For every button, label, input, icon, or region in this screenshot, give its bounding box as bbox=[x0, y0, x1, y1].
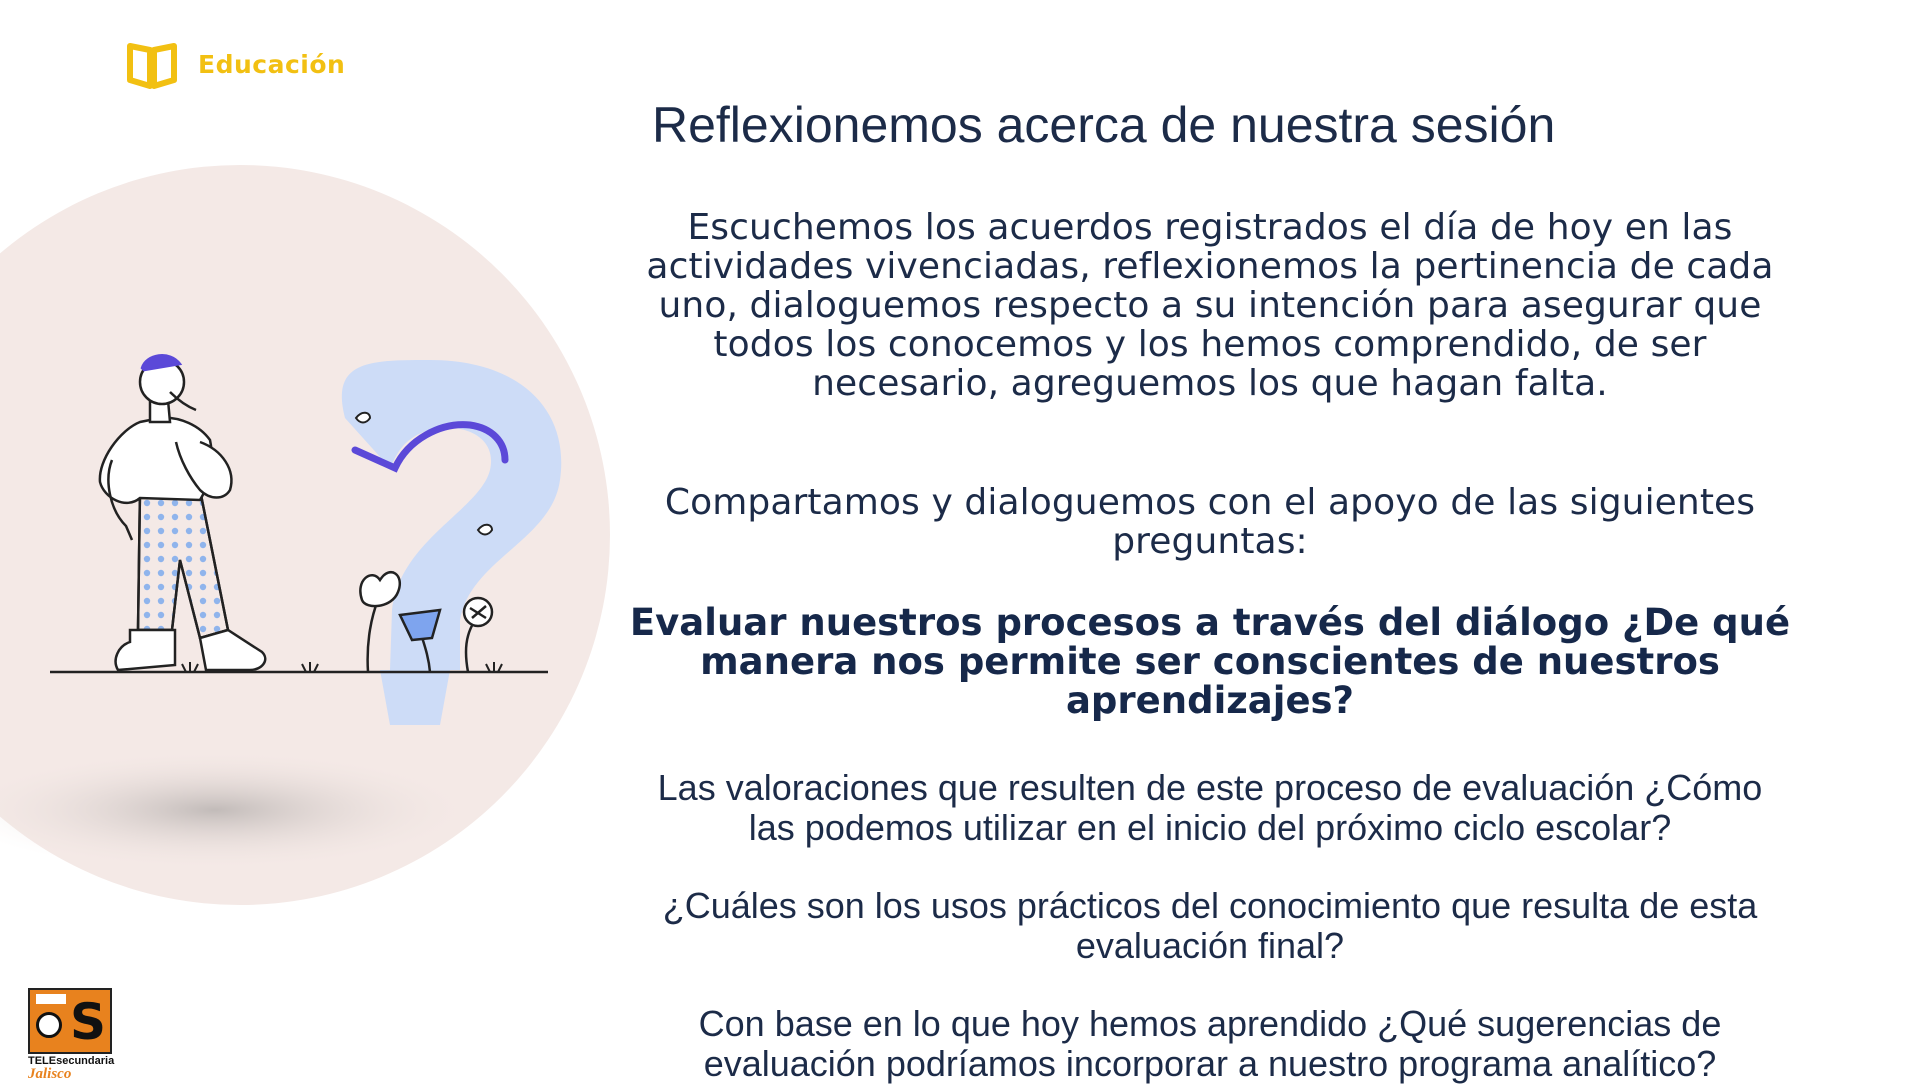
key-question-line: manera nos permite ser conscientes de nuestros bbox=[700, 640, 1720, 683]
intro-line: actividades vivenciadas, reflexionemos la pertinencia de cada bbox=[646, 246, 1774, 287]
key-question-line: Evaluar nuestros procesos a través del diálogo ¿De qué bbox=[629, 601, 1791, 644]
question-line: ¿Cuáles son los usos prácticos del conocimiento que resulta de esta bbox=[662, 885, 1758, 926]
gear-icon bbox=[36, 1012, 62, 1038]
question-1 bbox=[600, 768, 1820, 848]
telesecundaria-jalisco-logo bbox=[28, 988, 118, 1080]
slide-content bbox=[600, 208, 1820, 1084]
prompt-line: preguntas: bbox=[1112, 521, 1308, 562]
brand-label: Educación bbox=[198, 49, 346, 79]
book-icon bbox=[124, 36, 180, 92]
logo-line-1: TELEsecundaria bbox=[28, 1055, 115, 1067]
intro-line: Escuchemos los acuerdos registrados el día de hoy en las bbox=[687, 207, 1733, 248]
question-3 bbox=[600, 1004, 1820, 1084]
question-line: las podemos utilizar en el inicio del próximo ciclo escolar? bbox=[748, 807, 1672, 848]
key-question bbox=[600, 603, 1820, 720]
intro-paragraph bbox=[600, 208, 1820, 403]
prompt-paragraph bbox=[600, 483, 1820, 561]
slide-title: Reflexionemos acerca de nuestra sesión bbox=[652, 97, 1556, 153]
logo-emblem bbox=[28, 988, 112, 1054]
question-line: evaluación podríamos incorporar a nuestro programa analítico? bbox=[703, 1043, 1717, 1084]
logo-letters: S bbox=[69, 993, 106, 1051]
intro-line: todos los conocemos y los hemos comprendido, de ser bbox=[713, 324, 1707, 365]
prompt-line: Compartamos y dialoguemos con el apoyo de las siguientes bbox=[664, 482, 1756, 523]
key-question-line: aprendizajes? bbox=[1065, 679, 1355, 722]
intro-line: necesario, agreguemos los que hagan falta. bbox=[812, 363, 1608, 404]
intro-line: uno, dialoguemos respecto a su intención para asegurar que bbox=[658, 285, 1762, 326]
brand-header bbox=[124, 36, 345, 92]
thinking-person-illustration bbox=[0, 160, 640, 920]
logo-line-2: Jalisco bbox=[28, 1066, 72, 1082]
question-2 bbox=[600, 886, 1820, 966]
question-line: Con base en lo que hoy hemos aprendido ¿Qué sugerencias de bbox=[698, 1003, 1722, 1044]
question-line: Las valoraciones que resulten de este proceso de evaluación ¿Cómo bbox=[657, 767, 1763, 808]
question-line: evaluación final? bbox=[1075, 925, 1345, 966]
